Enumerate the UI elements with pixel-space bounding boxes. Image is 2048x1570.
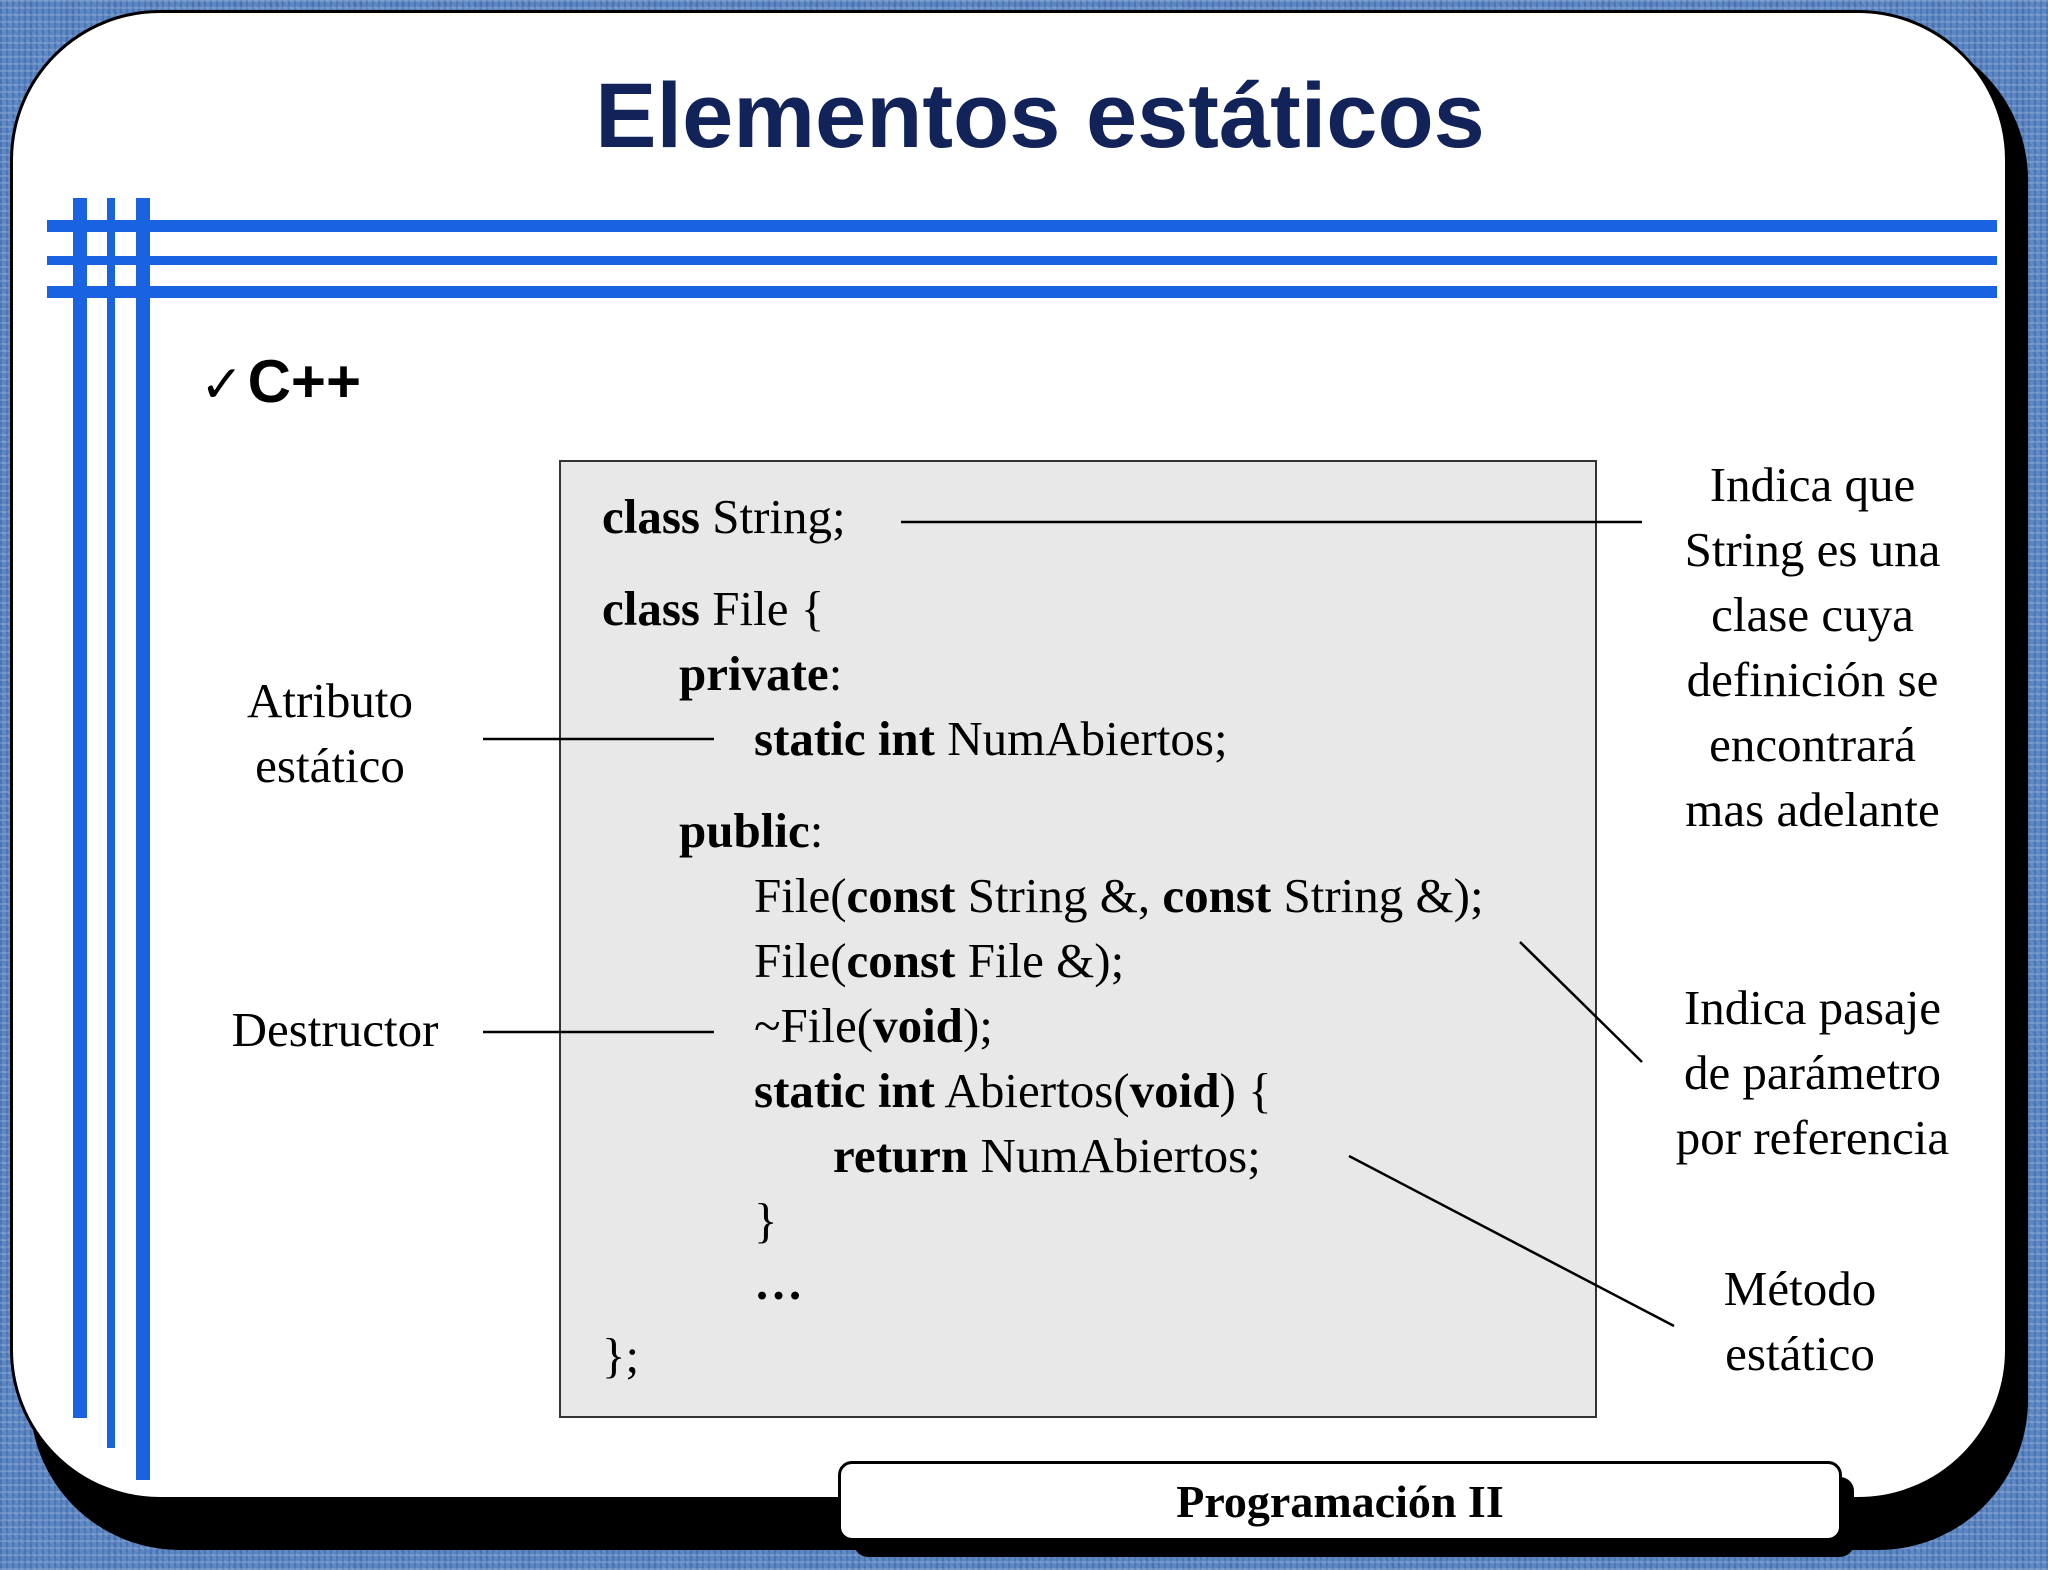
code-line-5: public: [679, 803, 824, 858]
code-line-10: return NumAbiertos; [833, 1128, 1261, 1183]
bullet-label: C++ [247, 348, 361, 415]
annotation-destructor: Destructor [231, 1002, 439, 1057]
code-line-13: }; [602, 1328, 640, 1383]
footer-course-name [838, 1461, 1842, 1541]
annotation-string-decl: Indica que String es una clase cuya definición se encontrará mas adelante [1684, 457, 1941, 837]
code-line-3: private: [679, 646, 843, 701]
code-line-6: File(const String &, const String &); [754, 868, 1484, 923]
connector-metodo [1349, 1156, 1674, 1326]
code-line-7: File(const File &); [754, 933, 1125, 988]
code-line-4: static int NumAbiertos; [754, 711, 1228, 766]
check-icon: ✓ [200, 355, 244, 415]
annotation-atributo: Atributo estático [246, 673, 414, 793]
annotation-referencia: Indica pasaje de parámetro por referencia [1675, 980, 1950, 1165]
footer-label: Programación II [1176, 1475, 1504, 1527]
annotation-metodo: Método estático [1723, 1261, 1877, 1381]
code-line-9: static int Abiertos(void) { [754, 1063, 1272, 1118]
code-line-12: … [754, 1255, 803, 1310]
connector-referencia [1520, 942, 1642, 1062]
code-line-8: ~File(void); [754, 998, 993, 1053]
code-line-1: class String; [602, 489, 846, 544]
code-line-2: class File { [602, 581, 825, 636]
code-line-11: } [754, 1193, 778, 1248]
slide-title: Elementos estáticos [595, 65, 1485, 167]
